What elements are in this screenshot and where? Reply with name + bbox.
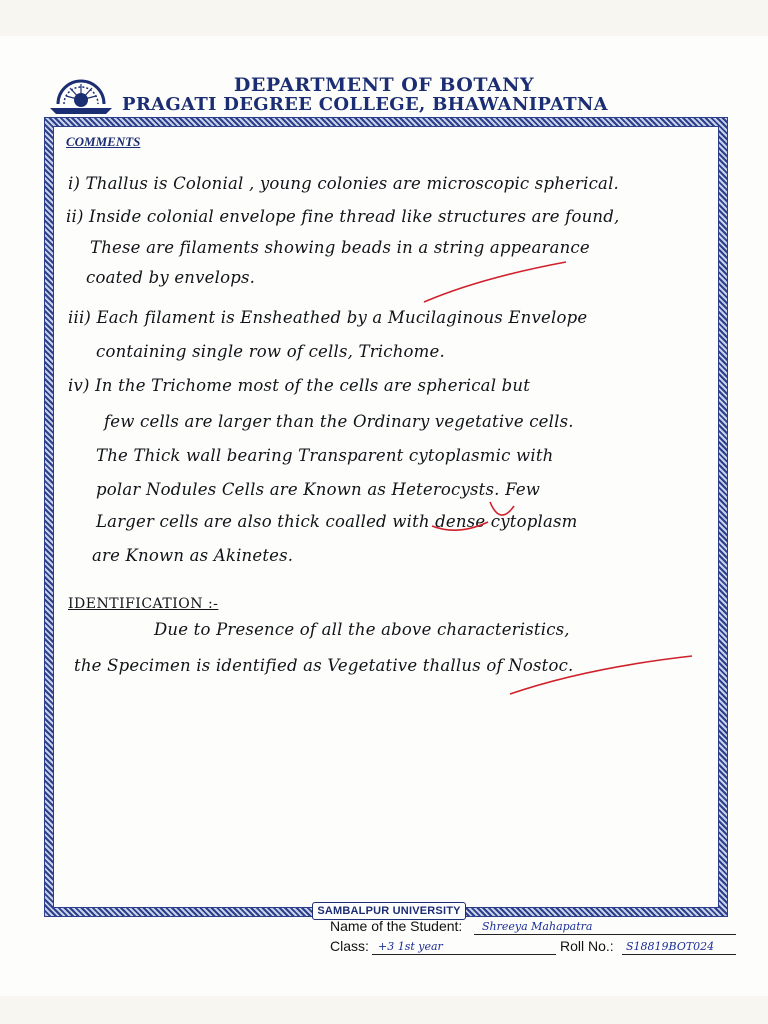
- comment-line-7: iv) In the Trichome most of the cells are spherical but: [68, 376, 531, 395]
- department-title: DEPARTMENT OF BOTANY: [233, 74, 535, 96]
- comment-line-11: Larger cells are also thick coalled with dense cytoplasm: [96, 512, 578, 531]
- comment-line-5: iii) Each filament is Ensheathed by a Mucilaginous Envelope: [68, 308, 588, 327]
- comment-line-12: are Known as Akinetes.: [92, 546, 294, 565]
- identification-line-2: the Specimen is identified as Vegetative thallus of Nostoc.: [74, 656, 574, 675]
- comment-line-4: coated by envelops.: [86, 268, 256, 287]
- roll-number-value: S18819BOT024: [626, 940, 715, 953]
- roll-number-label: Roll No.:: [560, 938, 614, 954]
- student-name-label: Name of the Student:: [330, 918, 463, 934]
- identification-heading: IDENTIFICATION :-: [68, 596, 219, 612]
- red-check-mark-2: [506, 650, 696, 700]
- student-name-value: Shreeya Mahapatra: [482, 920, 593, 933]
- comment-line-1: i) Thallus is Colonial , young colonies are microscopic spherical.: [68, 174, 619, 193]
- comment-line-3: These are filaments showing beads in a string appearance: [90, 238, 590, 257]
- comments-label: COMMENTS: [66, 134, 141, 149]
- college-title: PRAGATI DEGREE COLLEGE, BHAWANIPATNA: [122, 94, 608, 115]
- university-badge: SAMBALPUR UNIVERSITY: [312, 902, 466, 920]
- red-check-mark-1: [420, 258, 570, 308]
- comment-line-8: few cells are larger than the Ordinary vegetative cells.: [104, 412, 574, 431]
- class-line: [372, 954, 556, 955]
- comment-line-6: containing single row of cells, Trichome.: [96, 342, 445, 361]
- red-correction-mark: [428, 496, 518, 536]
- roll-number-line: [622, 954, 736, 955]
- comment-line-10: polar Nodules Cells are Known as Heterocysts. Few: [96, 480, 541, 499]
- comment-line-9: The Thick wall bearing Transparent cytoplasmic with: [96, 446, 554, 465]
- class-label: Class:: [330, 938, 369, 954]
- comment-line-2: ii) Inside colonial envelope fine thread like structures are found,: [66, 207, 620, 226]
- student-name-line: [474, 934, 736, 935]
- identification-line-1: Due to Presence of all the above characteristics,: [154, 620, 570, 639]
- class-value: +3 1st year: [378, 940, 443, 953]
